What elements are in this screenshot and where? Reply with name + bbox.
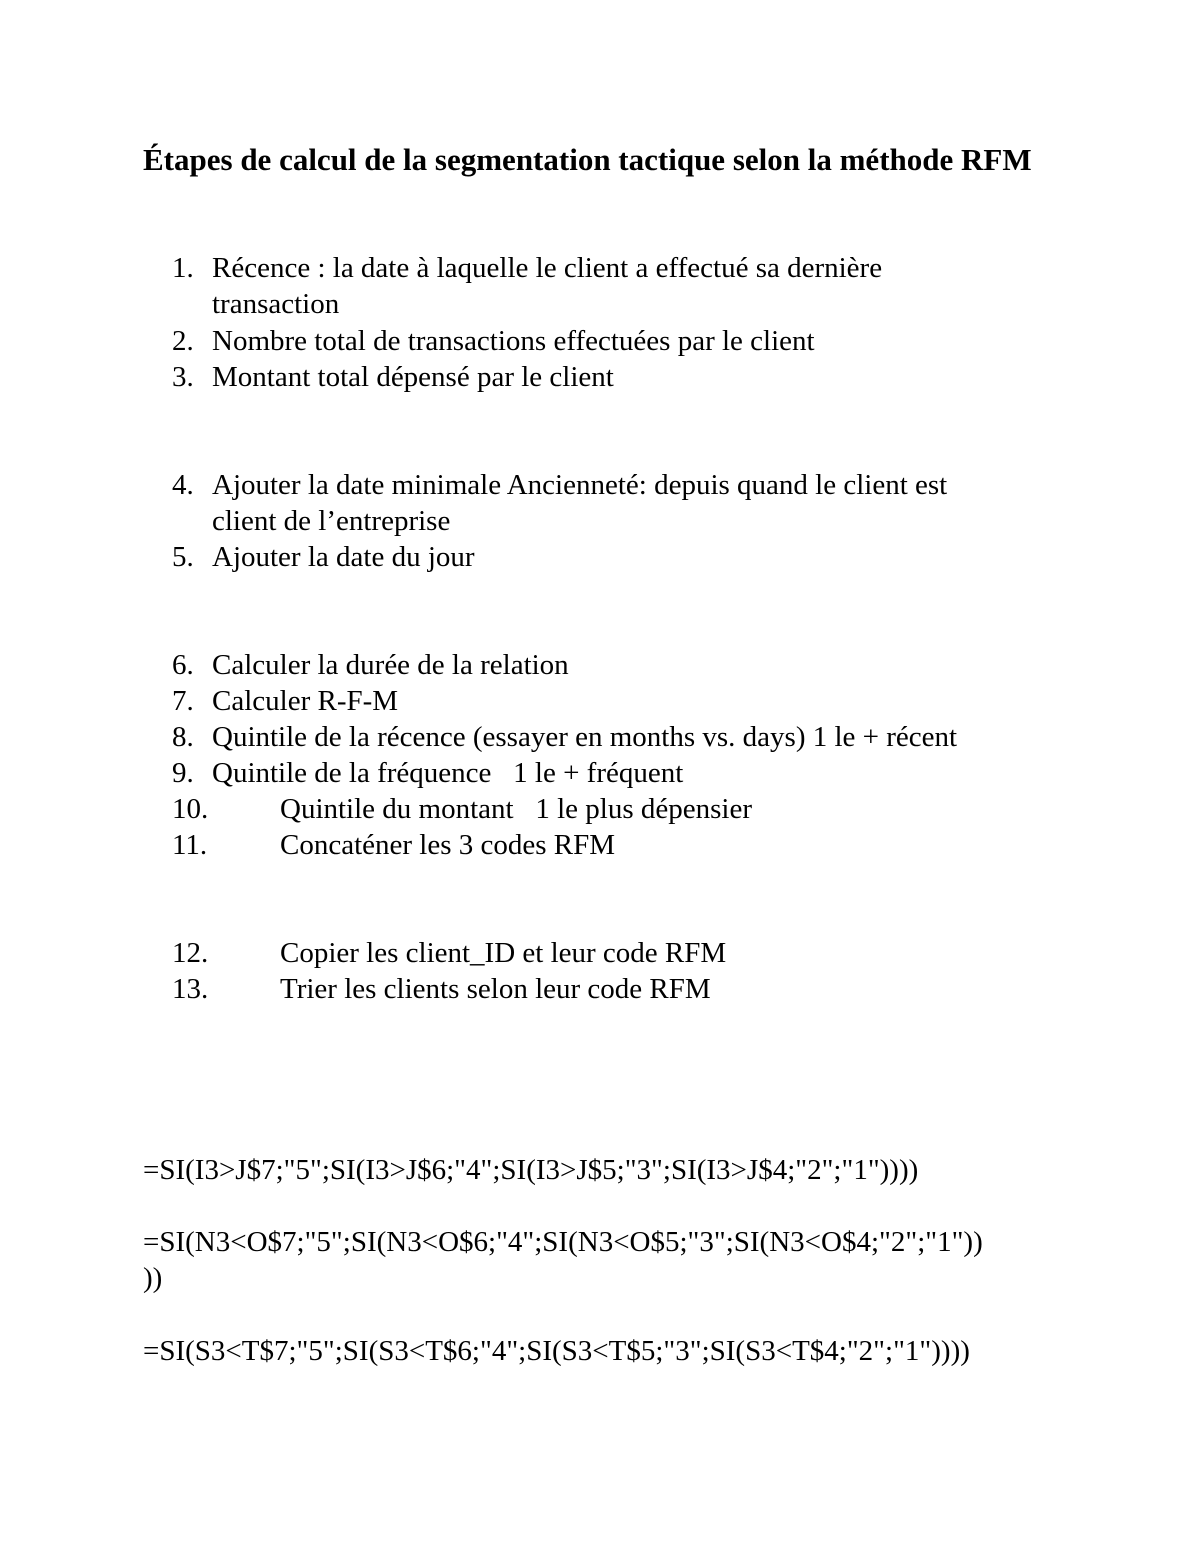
step-item [172, 971, 711, 1007]
step-item [172, 539, 475, 575]
step-text: Calculer la durée de la relation [212, 649, 569, 681]
step-item [172, 647, 569, 683]
step-number: 7. [172, 685, 194, 717]
step-item [172, 719, 957, 755]
step-number: 2. [172, 325, 194, 357]
step-item [172, 935, 726, 971]
step-item [172, 323, 815, 359]
step-number: 3. [172, 361, 194, 393]
step-number: 5. [172, 541, 194, 573]
step-item [172, 755, 683, 791]
step-text: Ajouter la date du jour [212, 541, 475, 573]
step-number: 9. [172, 757, 194, 789]
step-number: 12. [172, 937, 209, 969]
step-number: 1. [172, 252, 194, 284]
step-text: Nombre total de transactions effectuées par le client [212, 325, 815, 357]
step-number: 4. [172, 469, 194, 501]
step-text-continuation: transaction [212, 288, 340, 320]
step-item [172, 359, 614, 395]
step-number: 10. [172, 793, 209, 825]
document-title: Étapes de calcul de la segmentation tactique selon la méthode RFM [143, 142, 1032, 177]
formula-text: =SI(S3<T$7;"5";SI(S3<T$6;"4";SI(S3<T$5;"3";SI(S3<T$4;"2";"1")))) [143, 1335, 970, 1367]
step-text: Trier les clients selon leur code RFM [280, 973, 711, 1005]
formula-text: =SI(N3<O$7;"5";SI(N3<O$6;"4";SI(N3<O$5;"3";SI(N3<O$4;"2";"1")) [143, 1226, 983, 1258]
step-number: 13. [172, 973, 209, 1005]
formula-recency [143, 1152, 918, 1188]
step-item [172, 467, 947, 539]
step-text: Concaténer les 3 codes RFM [280, 829, 616, 861]
step-text: Ajouter la date minimale Ancienneté: depuis quand le client est [212, 469, 948, 501]
step-text: Copier les client_ID et leur code RFM [280, 937, 727, 969]
formula-monetary [143, 1333, 970, 1369]
step-item [172, 827, 615, 863]
step-text: Récence : la date à laquelle le client a effectué sa dernière [212, 252, 883, 284]
formula-text: =SI(I3>J$7;"5";SI(I3>J$6;"4";SI(I3>J$5;"3";SI(I3>J$4;"2";"1")))) [143, 1154, 919, 1186]
step-text: Quintile de la fréquence 1 le + fréquent [212, 757, 684, 789]
step-item [172, 683, 398, 719]
step-number: 11. [172, 829, 208, 861]
step-item [172, 791, 752, 827]
step-item [172, 250, 882, 322]
step-number: 6. [172, 649, 194, 681]
formula-text-continuation: )) [143, 1262, 163, 1294]
step-number: 8. [172, 721, 194, 753]
step-text: Quintile de la récence (essayer en months vs. days) 1 le + récent [212, 721, 958, 753]
formula-frequency [143, 1224, 983, 1296]
step-text: Quintile du montant 1 le plus dépensier [280, 793, 752, 825]
step-text: Calculer R-F-M [212, 685, 399, 717]
step-text: Montant total dépensé par le client [212, 361, 614, 393]
step-text-continuation: client de l’entreprise [212, 505, 451, 537]
